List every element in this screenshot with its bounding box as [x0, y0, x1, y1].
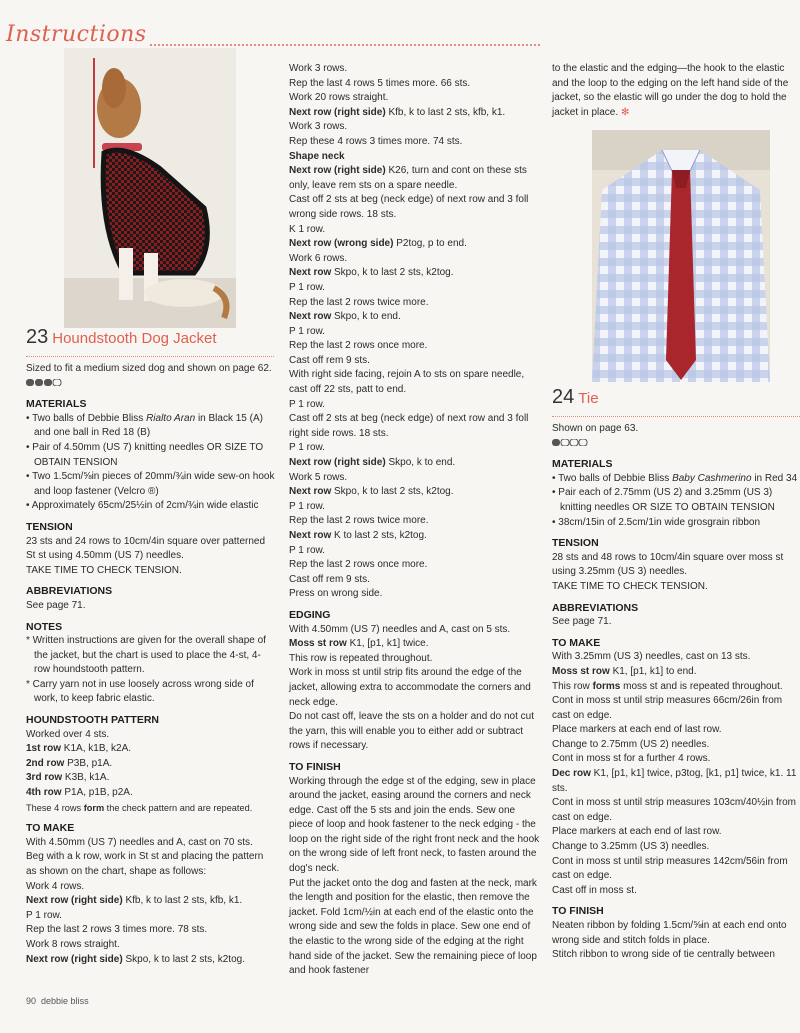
dog-jacket-finish-continued [552, 62, 798, 120]
instruction-line: Put the jacket onto the dog and fasten at the neck, mark the length and position for the elastic, then remove the jacket. Fold 1cm/½in at each end of the elastic onto the wrong side and sew the folds in place. Sew one end of the elastic to the wrong side of the edging at the right hand side of the jacket. Sew the remaining piece of loop and hook fastener [289, 877, 537, 977]
skill-level-indicator [552, 439, 588, 446]
dog-jacket-photo [64, 48, 236, 328]
tension-text: 23 sts and 24 rows to 10cm/4in square over patterned St st using 4.50mm (US 7) needles. [26, 535, 266, 562]
instruction-line: With 4.50mm (US 7) needles and A, cast on 5 sts. [289, 623, 511, 635]
dog-jacket-continued-column [289, 62, 541, 979]
instruction-line: Work 3 rows. [289, 63, 348, 74]
instruction-line: Place markers at each end of last row. [552, 724, 722, 736]
instruction-line: Next row Skpo, k to last 2 sts, k2tog. [289, 267, 454, 279]
to-finish-heading: TO FINISH [289, 760, 341, 773]
pattern-name: Tie [578, 390, 599, 407]
pattern-number: 24 [552, 386, 575, 408]
tie-column [552, 422, 800, 963]
instruction-line: This row forms moss st and is repeated throughout. [552, 680, 783, 692]
instruction-line: Cast off in moss st. [552, 884, 637, 896]
instruction-line: Beg with a k row, work in St st and placing the pattern as shown on the chart, shape as follows: [26, 851, 264, 877]
instruction-line: Work 5 rows. [289, 471, 348, 483]
instruction-line: Cont in moss st until strip measures 66cm/26in from cast on edge. [552, 695, 783, 721]
shape-neck-heading: Shape neck [289, 150, 345, 162]
houndstooth-heading: HOUNDSTOOTH PATTERN [26, 714, 159, 727]
instruction-line: to the elastic and the edging—the hook to the elastic and the loop to the edging on the left hand side of the jacket, so the elastic will go under the dog to hold the jacket in place. ✻ [552, 63, 789, 118]
instruction-line: Change to 3.25mm (US 3) needles. [552, 841, 710, 853]
instruction-line: Rep the last 2 rows 3 times more. 78 sts. [26, 924, 208, 936]
to-make-heading: TO MAKE [26, 822, 75, 835]
instruction-line: P 1 row. [289, 544, 325, 556]
to-make-heading: TO MAKE [552, 636, 601, 649]
tension-heading: TENSION [26, 520, 73, 533]
instruction-line: Rep these 4 rows 3 times more. 74 sts. [289, 135, 463, 147]
instruction-line: Rep the last 2 rows twice more. [289, 515, 429, 527]
instruction-line: Next row K to last 2 sts, k2tog. [289, 530, 427, 541]
title-rule [552, 416, 800, 417]
tension-note: TAKE TIME TO CHECK TENSION. [26, 564, 182, 576]
instruction-line: P 1 row. [289, 500, 325, 512]
instruction-line: Rep the last 2 rows once more. [289, 340, 428, 352]
instruction-line: Next row (right side) Kfb, k to last 2 sts, kfb, k1. [289, 106, 506, 118]
instruction-line: Cast off 2 sts at beg (neck edge) of next row and 3 foll right side rows. 18 sts. [289, 413, 529, 439]
instruction-line: P 1 row. [289, 398, 325, 410]
dog-intro: Sized to fit a medium sized dog and shown on page 62. [26, 363, 272, 374]
note-item: * Carry yarn not in use loosely across wrong side of work, to keep fabric elastic. [26, 678, 254, 705]
tension-text: 28 sts and 48 rows to 10cm/4in square over moss st using 3.25mm (US 3) needles. [552, 551, 784, 578]
instruction-line: Rep the last 2 rows twice more. [289, 296, 429, 308]
pattern-name: Houndstooth Dog Jacket [52, 330, 217, 347]
instruction-line: Press on wrong side. [289, 588, 383, 600]
instruction-line: Work 6 rows. [289, 252, 348, 264]
abbreviations-heading: ABBREVIATIONS [26, 585, 113, 598]
pattern-row: 4th row P1A, p1B, p2A. [26, 787, 133, 799]
instruction-line: Cont in moss st until strip measures 103cm/40½in from cast on edge. [552, 797, 796, 823]
instruction-line: Cont in moss st for a further 4 rows. [552, 753, 711, 765]
skill-level-indicator [26, 379, 62, 386]
instruction-line: Do not cast off, leave the sts on a holder and do not cut the yarn, this will enable you to either add or subtract rows if necessary. [289, 711, 534, 752]
instruction-line: Next row Skpo, k to end. [289, 311, 401, 323]
page-footer [26, 994, 89, 1009]
footer-brand: debbie bliss [41, 996, 89, 1006]
to-finish-heading: TO FINISH [552, 905, 604, 918]
page-title: Instructions [6, 22, 147, 47]
instruction-line: Work 20 rows straight. [289, 92, 389, 104]
instruction-line: This row is repeated throughout. [289, 652, 433, 664]
abbreviations-text: See page 71. [26, 599, 86, 611]
instruction-line: Neaten ribbon by folding 1.5cm/⅝in at each end onto wrong side and stitch folds in place. [552, 920, 787, 946]
instruction-line: With 3.25mm (US 3) needles, cast on 13 sts. [552, 651, 751, 663]
abbreviations-heading: ABBREVIATIONS [552, 601, 639, 614]
instruction-line: Rep the last 4 rows 5 times more. 66 sts. [289, 77, 471, 89]
pattern-24-title [552, 386, 599, 408]
instruction-line: Moss st row K1, [p1, k1] twice. [289, 638, 429, 650]
header-dotted-rule [150, 44, 540, 46]
instruction-line: Work 8 rows straight. [26, 938, 120, 950]
end-marker-icon: ✻ [620, 106, 630, 118]
instruction-line: Rep the last 2 rows once more. [289, 559, 428, 571]
pattern-row: 3rd row K3B, k1A. [26, 772, 110, 784]
materials-heading: MATERIALS [26, 398, 87, 411]
instruction-line: Next row (right side) Skpo, k to last 2 sts, k2tog. [26, 953, 245, 965]
instruction-line: Work 4 rows. [26, 880, 85, 892]
instruction-line: P 1 row. [289, 442, 325, 454]
pattern-row: 2nd row P3B, p1A. [26, 757, 113, 769]
instruction-line: With right side facing, rejoin A to sts on spare needle, cast off 22 sts, patt to end. [289, 369, 525, 396]
instruction-line: Next row (right side) Kfb, k to last 2 sts, kfb, k1. [26, 895, 243, 907]
instruction-line: Dec row K1, [p1, k1] twice, p3tog, [k1, p1] twice, k1. 11 sts. [552, 768, 797, 794]
material-item: • Pair each of 2.75mm (US 2) and 3.25mm (US 3) knitting needles OR SIZE TO OBTAIN TENSION [552, 487, 775, 513]
notes-heading: NOTES [26, 620, 63, 633]
instruction-line: Stitch ribbon to wrong side of tie centrally between [552, 949, 775, 961]
instruction-line: Next row (wrong side) P2tog, p to end. [289, 238, 467, 250]
tension-note: TAKE TIME TO CHECK TENSION. [552, 580, 708, 592]
instruction-line: P 1 row. [26, 909, 62, 921]
materials-heading: MATERIALS [552, 458, 613, 471]
material-item: • Two 1.5cm/⅝in pieces of 20mm/¾in wide sew-on hook and loop fastener (Velcro ®) [26, 471, 275, 497]
material-item: • Approximately 65cm/25½in of 2cm/¾in wide elastic [26, 500, 259, 512]
instruction-line: Place markers at each end of last row. [552, 826, 722, 838]
instruction-line: Moss st row K1, [p1, k1] to end. [552, 665, 697, 677]
pattern-23-title [26, 326, 217, 348]
note-item: * Written instructions are given for the overall shape of the jacket, but the chart is used to place the 4-st, 4-row houndstooth pattern. [26, 635, 266, 676]
pattern-number: 23 [26, 326, 49, 348]
instruction-line: Cast off rem 9 sts. [289, 354, 370, 366]
instruction-line: Next row (right side) Skpo, k to end. [289, 457, 456, 469]
material-item: • Two balls of Debbie Bliss Rialto Aran in Black 15 (A) and one ball in Red 18 (B) [26, 412, 263, 439]
pattern-row: Worked over 4 sts. [26, 728, 110, 740]
dog-jacket-column [26, 362, 276, 967]
instruction-line: With 4.50mm (US 7) needles and A, cast on 70 sts. [26, 836, 253, 848]
tie-photo [592, 130, 770, 382]
title-rule [26, 356, 274, 357]
material-item: • Pair of 4.50mm (US 7) knitting needles OR SIZE TO OBTAIN TENSION [26, 441, 264, 468]
instruction-line: K 1 row. [289, 223, 326, 235]
material-item: • Two balls of Debbie Bliss Baby Cashmerino in Red 34 [552, 472, 798, 484]
instruction-line: Next row Skpo, k to last 2 sts, k2tog. [289, 486, 454, 498]
pattern-row: 1st row K1A, k1B, k2A. [26, 743, 132, 755]
tie-intro: Shown on page 63. [552, 423, 639, 434]
instruction-line: Work 3 rows. [289, 121, 348, 133]
abbreviations-text: See page 71. [552, 616, 612, 628]
tension-heading: TENSION [552, 537, 599, 550]
instruction-line: Change to 2.75mm (US 2) needles. [552, 738, 710, 750]
page-number: 90 [26, 996, 37, 1006]
material-item: • 38cm/15in of 2.5cm/1in wide grosgrain ribbon [552, 516, 761, 528]
instruction-line: Cont in moss st until strip measures 142cm/56in from cast on edge. [552, 855, 788, 882]
instruction-line: P 1 row. [289, 325, 325, 337]
instruction-line: Cast off 2 sts at beg (neck edge) of next row and 3 foll wrong side rows. 18 sts. [289, 194, 529, 220]
instruction-line: Cast off rem 9 sts. [289, 573, 370, 585]
pattern-row: These 4 rows form the check pattern and are repeated. [26, 802, 253, 813]
instruction-line: Work in moss st until strip fits around the edge of the jacket, allowing extra to accommodate the corners and neck edge. [289, 667, 531, 708]
instruction-line: Working through the edge st of the edging, sew in place around the jacket, easing around the corners and neck edge. Cast off the 5 sts and join the ends. Sew one piece of loop and hook fastener to the neck edging - the loop on the right side of the right front neck and the hook on the wrong side of left front neck, to fasten around the dog's neck. [289, 775, 540, 875]
edging-heading: EDGING [289, 608, 331, 621]
instruction-line: Next row (right side) K26, turn and cont on these sts only, leave rem sts on a spare needle. [289, 165, 527, 191]
instruction-line: P 1 row. [289, 281, 325, 293]
